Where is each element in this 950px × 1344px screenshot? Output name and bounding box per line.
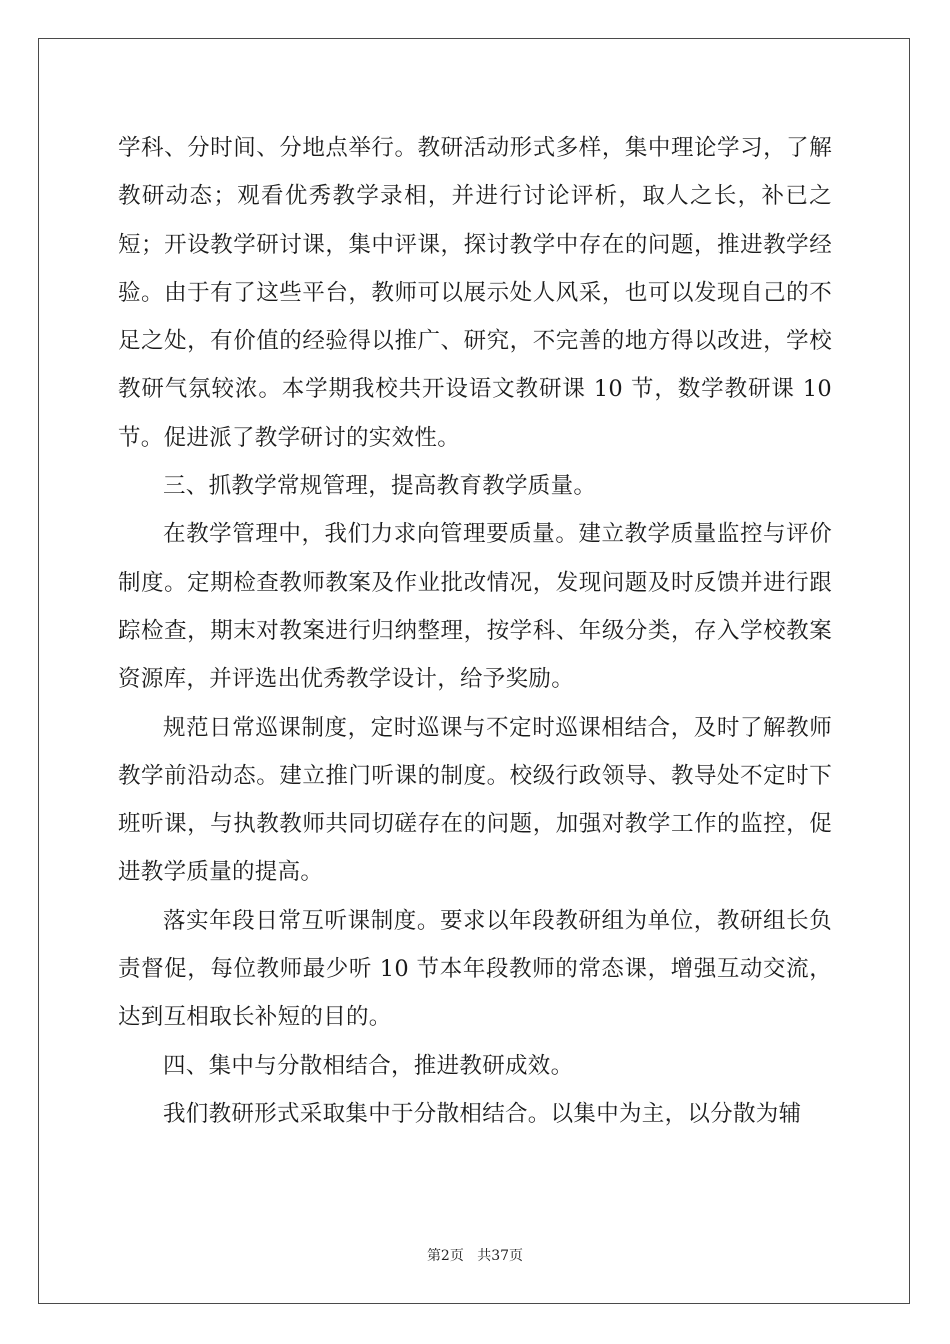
paragraph-2: 在教学管理中，我们力求向管理要质量。建立教学质量监控与评价制度。定期检查教师教案及作业批改情况，发现问题及时反馈并进行跟踪检查，期末对教案进行归纳整理，按学科、年级分类，存入学校教案资源库，并评选出优秀教学设计，给予奖励。 [118, 521, 832, 693]
section-heading-3: 三、抓教学常规管理，提高教育教学质量。 [163, 473, 597, 500]
paragraph-3: 规范日常巡课制度，定时巡课与不定时巡课相结合，及时了解教师教学前沿动态。建立推门听课的制度。校级行政领导、教导处不定时下班听课，与执教教师共同切磋存在的问题，加强对教学工作的监控，促进教学质量的提高。 [118, 714, 832, 886]
page-number: 第2页 [426, 1248, 464, 1264]
page-total: 共37页 [477, 1248, 524, 1264]
paragraph-5: 我们教研形式采取集中于分散相结合。以集中为主，以分散为辅 [163, 1100, 802, 1127]
page-footer [0, 1245, 950, 1265]
paragraph-4: 落实年段日常互听课制度。要求以年段教研组为单位，教研组长负责督促，每位教师最少听 10 节本年段教师的常态课，增强互动交流，达到互相取长补短的目的。 [118, 907, 832, 1031]
paragraph-1: 学科、分时间、分地点举行。教研活动形式多样，集中理论学习，了解教研动态；观看优秀教学录相，并进行讨论评析，取人之长，补已之短；开设教学研讨课，集中评课，探讨教学中存在的问题，推进教学经验。由于有了这些平台，教师可以展示处人风采，也可以发现自己的不足之处，有价值的经验得以推广、研究，不完善的地方得以改进，学校教研气氛较浓。本学期我校共开设语文教研课 10 节，数学教研课 10 节。促进派了教学研讨的实效性。 [118, 135, 832, 451]
section-heading-4: 四、集中与分散相结合，推进教研成效。 [163, 1052, 574, 1079]
document-body [118, 124, 832, 1138]
